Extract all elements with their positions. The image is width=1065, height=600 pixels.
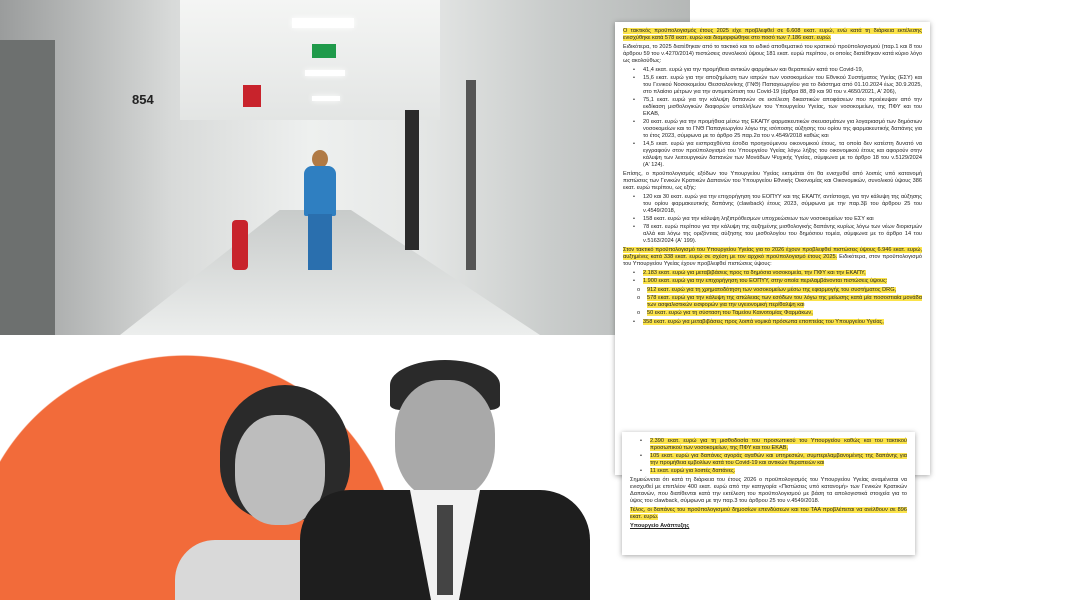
list-item: • 20 εκατ. ευρώ για την προμήθεια μέσω της ΕΚΑΠΥ φαρμακευτικών σκευασμάτων για λογαριασμό των δημόσιων νοσοκομείων και το ΓΝΘ Παπαγεωργίου λόγω της ισόποσης αύξησης του ορίου της φαρμακευτικής δαπάνης για το έτος 2023, σύμφωνα με το άρθρο 25 παρ.2α του ν.4549/2018 καθώς και [633, 119, 922, 140]
list-item: 11 εκατ. ευρώ για λοιπές δαπάνες. [650, 468, 736, 474]
list [640, 438, 907, 475]
sub-list [637, 287, 922, 317]
highlighted-paragraph: Στον τακτικό προϋπολογισμό του Υπουργείου Υγείας για το 2026 έχουν προβλεφθεί πιστώσεις ύψους 6.946 εκατ. ευρώ, αυξημένες κατά 338 εκατ. ευρώ σε σχέση με τον αρχικό προϋπολογισμό έτους 2025. [623, 247, 922, 260]
list-item: 578 εκατ. ευρώ για την κάλυψη της απώλειας των εσόδων του λόγω της μείωσης κατά μία ποσοστιαία μονάδα των ασφαλιστικών εισφορών για την υγειονομική περίθαλψη και [647, 295, 922, 308]
list-item: • 41,4 εκατ. ευρώ για την προμήθεια αντικών φαρμάκων και θεραπειών κατά του Covid-19, [633, 67, 922, 74]
door [0, 40, 55, 335]
budget-document-clipping [622, 432, 915, 555]
exit-sign-icon [312, 44, 336, 58]
list [633, 194, 922, 245]
list-item: 2.390 εκατ. ευρώ για τη μισθοδοσία του προσωπικού του Υπουργείου καθώς και του τακτικού προσωπικού των νοσοκομείων, της ΠΦΥ και του ΕΚΑΒ, [650, 438, 907, 451]
list [633, 67, 922, 169]
list-item: • 78 εκατ. ευρώ περίπου για την κάλυψη της αυξημένης μισθολογικής δαπάνης κυρίως λόγω των νέων διορισμών αλλά και λόγω της οριζόντιας αύξησης του μισθολογίου του δημόσιου τομέα, σύμφωνα με το άρθρο 14 του ν.5163/2024 (Α' 199). [633, 224, 922, 245]
man-portrait [300, 355, 600, 600]
list-item: 358 εκατ. ευρώ για μεταβιβάσεις προς λοιπά νομικά πρόσωπα εποπτείας του Υπουργείου Υγείας, [643, 319, 884, 325]
list-item: 50 εκατ. ευρώ για τη σύσταση του Ταμείου Καινοτομίας Φαρμάκων, [647, 310, 813, 316]
paragraph: Σημειώνεται ότι κατά τη διάρκεια του έτους 2026 ο προϋπολογισμός του Υπουργείου Υγείας αναμένεται να ενισχυθεί με επιπλέον 400 εκατ. ευρώ από την κατηγορία «Πιστώσεις υπό κατανομή» των Γενικών Κρατικών Δαπανών, που διατίθενται κατά την εκτέλεση του προϋπολογισμού με βάση τα απολογιστικά στοιχεία για το ύψος του clawback, σύμφωνα με την παρ.3 του άρθρου 25 του ν.4549/2018. [630, 477, 907, 504]
paragraph: Ειδικότερα, το 2025 διατέθηκαν από το τακτικό και το ειδικό αποθεματικό του κρατικού προϋπολογισμού (παρ.1 και 8 του άρθρου 59 του ν.4270/2014) πιστώσεις συνολικού ύψους 181 εκατ. ευρώ περίπου, οι οποίες διατέθηκαν κατά κύριο λόγο ως ακολούθως: [623, 44, 922, 64]
list-item: 105 εκατ. ευρώ για δαπάνες αγοράς αγαθών και υπηρεσιών, συμπεριλαμβανομένης της δαπάνης για την προμήθεια εμβολίων κατά του Covid-19 και αντικών θεραπειών και [650, 453, 907, 466]
room-number: 854 [132, 92, 154, 107]
ceiling-light [305, 70, 345, 76]
list [633, 270, 922, 285]
fire-extinguisher-icon [232, 220, 248, 270]
list-item: 1.900 εκατ. ευρώ για την επιχορήγηση του ΕΟΠΥΥ, στην οποία περιλαμβάνονται πιστώσεις ύψους: [643, 278, 888, 284]
list-item: • 158 εκατ. ευρώ για την κάλυψη ληξιπρόθεσμων υποχρεώσεων των νοσοκομείων του ΕΣΥ και [633, 216, 922, 223]
clipping-footer: Υπουργείο Ανάπτυξης [630, 523, 690, 529]
list-item: 912 εκατ. ευρώ για τη χρηματοδότηση των νοσοκομείων μέσω της εφαρμογής του συστήματος DRG, [647, 287, 897, 293]
paragraph: Επίσης, ο προϋπολογισμός εξόδων του Υπουργείου Υγείας εκτιμάται ότι θα ενισχυθεί από λοιπές υπό κατανομή πιστώσεις των Γενικών Κρατικών Δαπανών του Υπουργείου Εθνικής Οικονομίας και Οικονομικών, συνολικού ύψους 386 εκατ. ευρώ περίπου, ως εξής: [623, 171, 922, 191]
list-item: • 120 και 30 εκατ. ευρώ για την επιχορήγηση του ΕΟΠΥΥ και της ΕΚΑΠΥ, αντίστοιχα, για την κάλυψη της αύξησης του ορίου φαρμακευτικής δαπάνης (clawback) έτους 2023, σύμφωνα με την παρ.3β του άρθρου 25 του ν.4549/2018, [633, 194, 922, 215]
portrait-collage [0, 335, 615, 600]
list [633, 319, 922, 326]
paragraph: Ειδικότερα, στον προϋπολογισμό του Υπουργείου Υγείας έχουν προβλεφθεί πιστώσεις ύψους: [623, 254, 922, 267]
highlighted-paragraph: Τέλος, οι δαπάνες του προϋπολογισμού δημοσίων επενδύσεων και του ΤΑΑ προβλέπεται να ανέλθουν σε 896 εκατ. ευρώ. [630, 507, 907, 520]
list-item: 2.183 εκατ. ευρώ για μεταβιβάσεις προς τα δημόσια νοσοκομεία, την ΠΦΥ και την ΕΚΑΠΥ, [643, 270, 866, 276]
highlighted-paragraph: Ο τακτικός προϋπολογισμός έτους 2025 είχε προβλεφθεί σε 6.608 εκατ. ευρώ, ενώ κατά τη διάρκεια εκτέλεσης ενισχύθηκε κατά 578 εκατ. ευρώ και διαμορφώθηκε στο ποσό των 7.186 εκατ. ευρώ. [623, 28, 922, 41]
budget-document-page [615, 22, 930, 475]
ceiling-light [312, 96, 340, 101]
door [466, 80, 476, 270]
nurse-figure [300, 150, 340, 275]
ceiling-light [292, 18, 354, 28]
list-item: • 15,6 εκατ. ευρώ για την αποζημίωση των ιατρών των νοσοκομείων του Εθνικού Συστήματος Υγείας (ΕΣΥ) και του Γενικού Νοσοκομείου Θεσσαλονίκης (ΓΝΘ) Παπαγεωργίου για το διάστημα από 01.10.2024 έως 30.9.2025, στο πλαίσιο μέτρων για την αντιμετώπιση του Covid-19 (άρθρα 88, 89 και 90 του ν.4650/2021, Α' 206), [633, 75, 922, 96]
fire-alarm-icon [243, 85, 261, 107]
door [405, 110, 419, 250]
list-item: • 75,1 εκατ. ευρώ για την κάλυψη δαπανών σε εκτέλεση δικαστικών αποφάσεων που προέκυψαν από την εκδίκαση μισθολογικών διαφορών υπαλλήλων του Υπουργείου Υγείας, των νοσοκομείων, της ΠΦΥ και του ΕΚΑΒ, [633, 97, 922, 118]
hospital-corridor-photo [0, 0, 690, 335]
list-item: • 14,5 εκατ. ευρώ για εισπραχθέντα έσοδα προηγούμενου οικονομικού έτους, τα οποία δεν κατέστη δυνατό να εγγραφούν στον προϋπολογισμό του Υπουργείου Υγείας λόγω λήξης του οικονομικού έτους και αφορούν στην κάλυψη των λειτουργικών δαπανών των Μονάδων Ψυχικής Υγείας, σύμφωνα με το άρθρο 18 του ν.5129/2024 (Α' 124). [633, 141, 922, 169]
